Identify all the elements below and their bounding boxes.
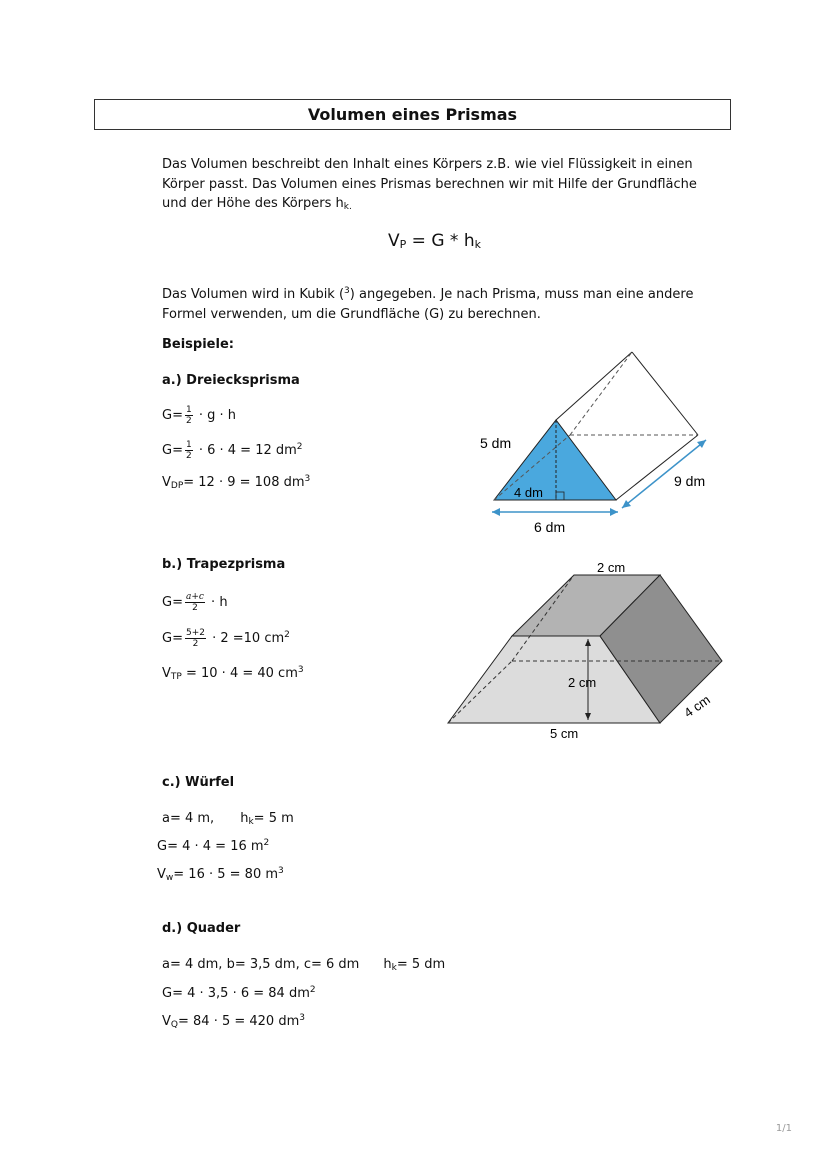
trapezoid-top-label: 2 cm	[597, 560, 626, 575]
unit-paragraph: Das Volumen wird in Kubik ($^3$) angegeben. Je nach Prisma, muss man eine andere Formel verwenden, um die Grundfläche (G) zu berechnen.	[162, 286, 694, 322]
triangle-face	[494, 420, 616, 500]
triangle-height-label: 5 dm	[480, 435, 512, 451]
trapezoid-area-calc: G= $\frac{5+2}{2}$ · 2 =10 $cm^2$	[162, 628, 290, 649]
page-title: Volumen eines Prismas	[94, 99, 731, 130]
trapezoid-area-formula: G= $\frac{a+c}{2}$ · h	[162, 592, 228, 613]
cube-heading: c.) Würfel	[162, 775, 235, 790]
trapezoid-volume-calc: $V_{TP} = 10 \cdot 4 = 40$ $cm^3$	[162, 665, 304, 682]
trapezoid-prism-figure	[440, 555, 730, 750]
triangle-prism-figure	[470, 340, 730, 540]
cuboid-volume-calc: $V_Q= 84 \cdot 5 = 420$ $dm^3$	[162, 1013, 305, 1030]
intro-paragraph: Das Volumen beschreibt den Inhalt eines Körpers z.B. wie viel Flüssigkeit in einen Körper passt. Das Volumen eines Prismas berechnen wir mit Hilfe der Grundfläche und der Höhe des Körpers $h_{k.}$	[162, 157, 697, 212]
cube-area-calc: G= 4 · 4 = 16 $m^2$	[157, 838, 270, 854]
cuboid-values: a= 4 dm, b= 3,5 dm, c= 6 dm $h_k= 5$ dm	[162, 957, 446, 973]
cuboid-area-calc: G= 4 · 3,5 · 6 = 84 $dm^2$	[162, 985, 316, 1001]
main-formula: $V_P = G * h_k$	[388, 231, 481, 251]
examples-heading: Beispiele:	[162, 337, 234, 352]
trapezoid-height-label: 2 cm	[568, 675, 597, 690]
triangle-area-calc: G= $\frac{1}{2}$ · 6 · 4 = 12 $dm^2$	[162, 440, 303, 461]
triangle-volume-calc: $V_{DP}= 12 \cdot 9 = 108$ $dm^3$	[162, 474, 311, 491]
trapezoid-base-label: 5 cm	[550, 726, 579, 741]
trapezoid-depth-label: 4 cm	[681, 692, 713, 721]
cuboid-heading: d.) Quader	[162, 921, 241, 936]
triangle-length-label: 9 dm	[674, 473, 706, 489]
cube-values: a= 4 m, $h_k= 5$ m	[162, 811, 294, 827]
triangle-prism-heading: a.) Dreiecksprisma	[162, 373, 300, 388]
triangle-area-formula: G= $\frac{1}{2}$ · g · h	[162, 405, 236, 426]
triangle-base-label: 6 dm	[534, 519, 566, 535]
triangle-inner-label: 4 dm	[514, 485, 543, 500]
trapezoid-prism-heading: b.) Trapezprisma	[162, 557, 286, 572]
page-number: 1/1	[775, 1123, 792, 1134]
cube-volume-calc: $V_w= 16 \cdot 5 = 80$ $m^3$	[157, 866, 284, 883]
